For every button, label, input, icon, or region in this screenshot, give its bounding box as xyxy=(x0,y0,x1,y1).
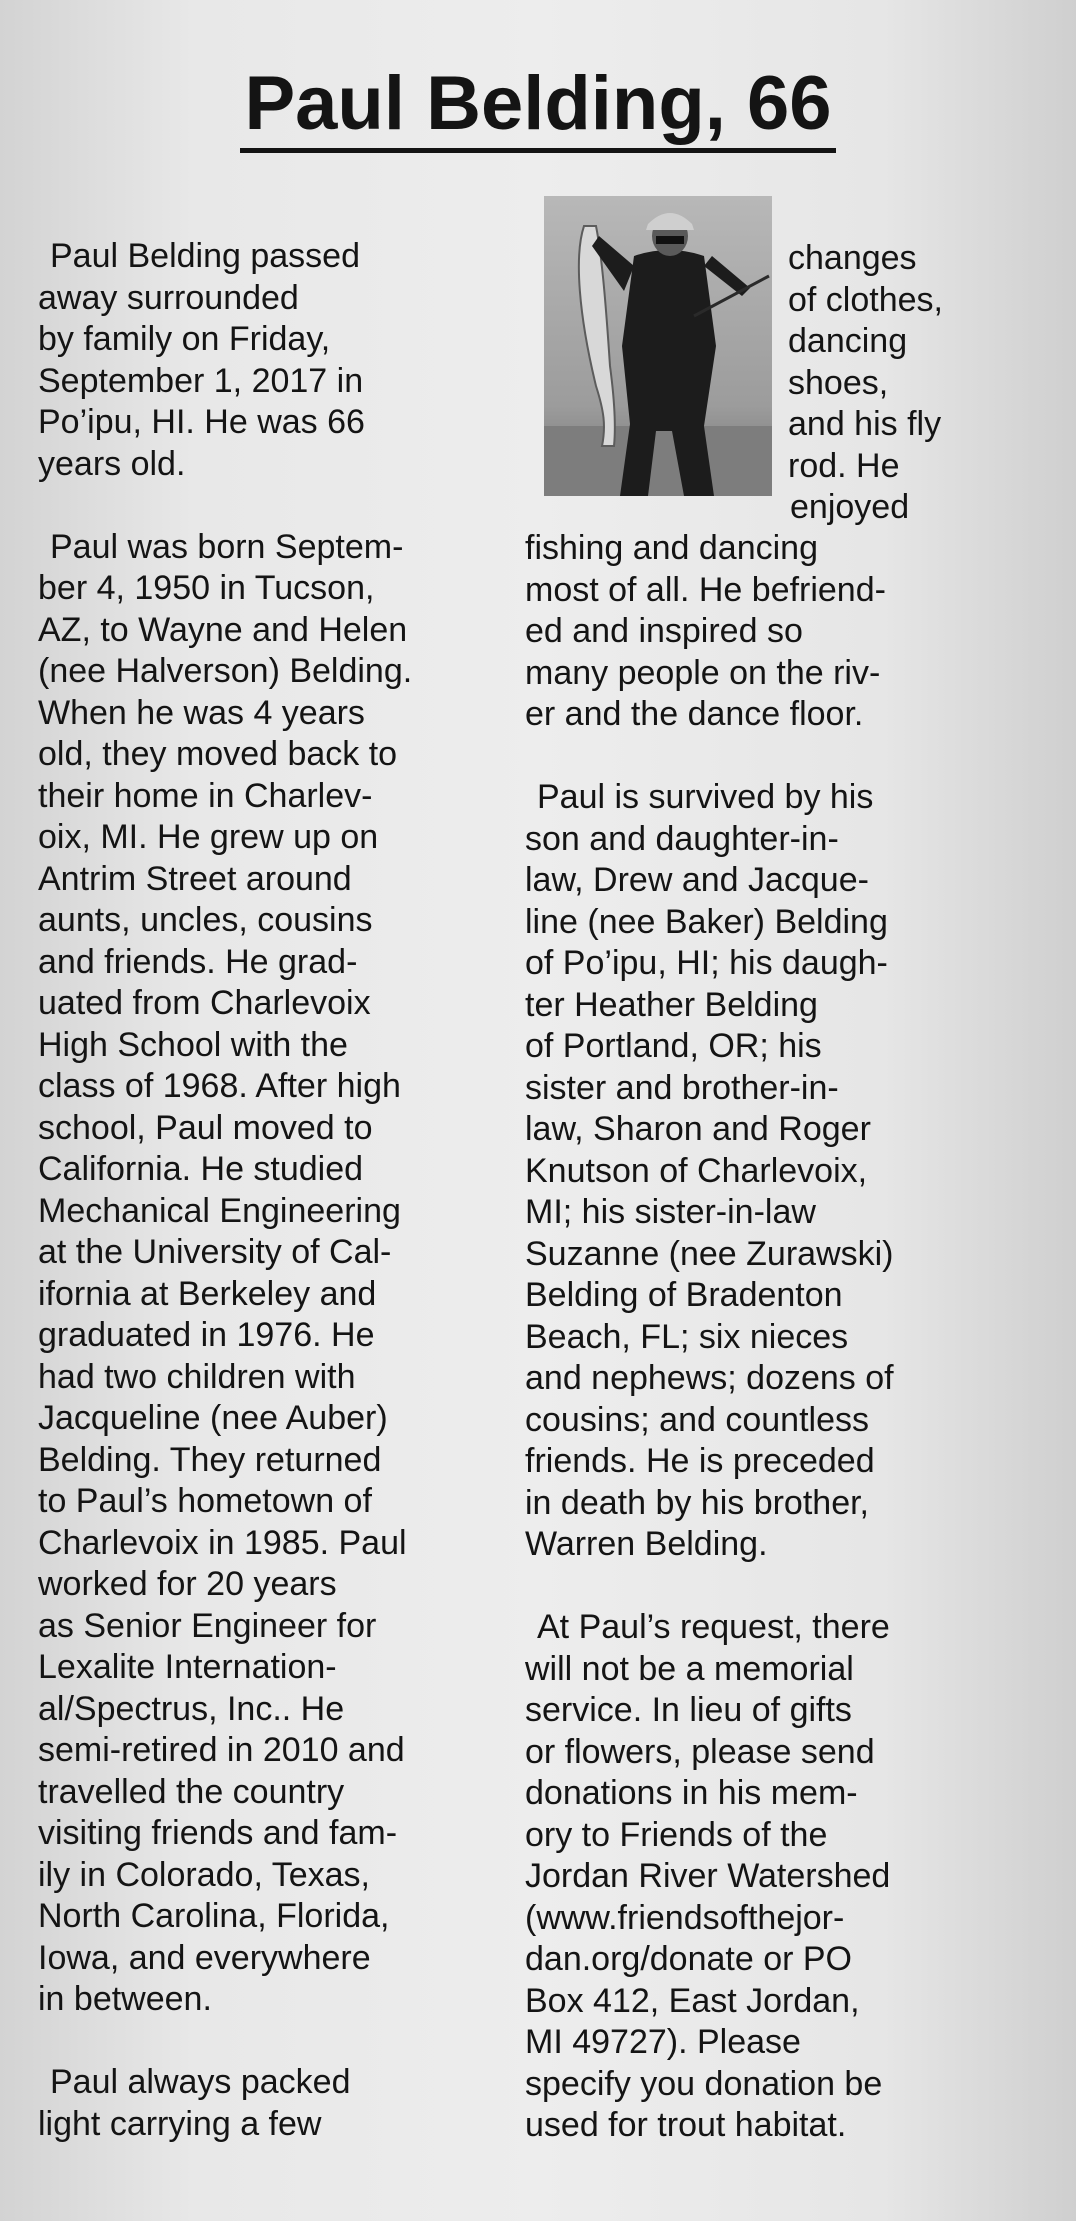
text-line: Charlevoix in 1985. Paul xyxy=(38,1523,407,1562)
text-line: Jacqueline (nee Auber) xyxy=(38,1399,388,1437)
text-line: uated from Charlevoix xyxy=(38,984,371,1022)
text-line: Paul Belding passed xyxy=(50,237,361,275)
text-line: their home in Charlev- xyxy=(38,776,373,815)
text-line: most of all. He befriend- xyxy=(525,570,886,609)
text-line: Lexalite Internation- xyxy=(38,1648,337,1686)
text-line: MI; his sister-in-law xyxy=(525,1193,816,1231)
text-line: son and daughter-in- xyxy=(525,819,839,858)
text-line: fishing and dancing xyxy=(525,529,819,567)
text-line: Belding. They returned xyxy=(38,1440,382,1479)
text-line: cousins; and countless xyxy=(525,1400,869,1439)
fisherman-photo-icon xyxy=(544,196,772,496)
text-line: rod. He xyxy=(788,446,900,485)
text-line: of Po’ipu, HI; his daugh- xyxy=(525,944,888,982)
text-line: line (nee Baker) Belding xyxy=(525,902,888,941)
text-line: old, they moved back to xyxy=(38,735,398,773)
text-line: Mechanical Engineering xyxy=(38,1191,401,1230)
text-line: class of 1968. After high xyxy=(38,1067,401,1105)
text-line: Jordan River Watershed xyxy=(525,1857,891,1895)
text-line: Belding of Bradenton xyxy=(525,1276,843,1314)
paragraph-biography xyxy=(38,527,498,2021)
photo-wrap-text xyxy=(788,238,943,529)
text-line: in between. xyxy=(38,1980,212,2018)
text-line: at the University of Cal- xyxy=(38,1233,392,1271)
text-line: shoes, xyxy=(788,363,889,402)
text-line: specify you donation be xyxy=(525,2064,883,2103)
text-line: semi-retired in 2010 and xyxy=(38,1731,405,1769)
paragraph-packed-light xyxy=(38,2062,498,2145)
text-line: aunts, uncles, cousins xyxy=(38,901,373,939)
text-line: or flowers, please send xyxy=(525,1732,875,1771)
paragraph-fishing-dancing xyxy=(525,528,995,736)
text-line: al/Spectrus, Inc.. He xyxy=(38,1689,345,1728)
text-line: service. In lieu of gifts xyxy=(525,1691,852,1729)
text-line: oix, MI. He grew up on xyxy=(38,818,379,856)
paragraph-passing xyxy=(38,236,498,485)
text-line: Iowa, and everywhere xyxy=(38,1938,371,1977)
text-line: travelled the country xyxy=(38,1772,345,1811)
text-line: to Paul’s hometown of xyxy=(38,1482,372,1520)
text-line: ily in Colorado, Texas, xyxy=(38,1855,370,1894)
text-line: will not be a memorial xyxy=(525,1649,854,1688)
text-line: ber 4, 1950 in Tucson, xyxy=(38,569,375,607)
text-line: law, Drew and Jacque- xyxy=(525,861,869,899)
text-line: donations in his mem- xyxy=(525,1774,858,1812)
text-line: Beach, FL; six nieces xyxy=(525,1317,849,1356)
text-line: school, Paul moved to xyxy=(38,1108,373,1147)
text-line: ifornia at Berkeley and xyxy=(38,1274,377,1313)
text-line: in death by his brother, xyxy=(525,1483,870,1522)
text-line: graduated in 1976. He xyxy=(38,1316,375,1354)
text-line: Paul was born Septem- xyxy=(50,527,404,566)
text-line: er and the dance floor. xyxy=(525,695,864,733)
text-line: MI 49727). Please xyxy=(525,2023,801,2061)
text-line: Paul always packed xyxy=(50,2063,351,2101)
photo-man-holding-fish xyxy=(544,196,772,496)
text-line: Warren Belding. xyxy=(525,1525,768,1563)
obituary-title xyxy=(0,62,1076,153)
text-line: Box 412, East Jordan, xyxy=(525,1981,860,2020)
text-line: and nephews; dozens of xyxy=(525,1359,894,1397)
text-line: of clothes, xyxy=(788,280,943,319)
text-line: North Carolina, Florida, xyxy=(38,1897,390,1935)
text-line: and his fly xyxy=(788,405,942,443)
text-line: enjoyed xyxy=(790,488,910,526)
text-line: ory to Friends of the xyxy=(525,1815,828,1854)
text-line: light carrying a few xyxy=(38,2104,322,2143)
paragraph-memorial-request xyxy=(525,1607,995,2147)
paragraph-survived-by xyxy=(525,777,995,1566)
text-line: September 1, 2017 in xyxy=(38,361,364,400)
title-text: Paul Belding, 66 xyxy=(240,62,835,153)
text-line: dan.org/donate or PO xyxy=(525,1940,853,1978)
text-line: Paul is survived by his xyxy=(537,778,874,816)
text-line: California. He studied xyxy=(38,1150,364,1188)
text-line: sister and brother-in- xyxy=(525,1068,839,1107)
text-line: AZ, to Wayne and Helen xyxy=(38,610,408,649)
text-line: and friends. He grad- xyxy=(38,942,358,981)
text-line: visiting friends and fam- xyxy=(38,1814,398,1852)
text-line: dancing xyxy=(788,322,908,360)
text-line: changes xyxy=(788,239,917,277)
text-line: ed and inspired so xyxy=(525,612,803,650)
text-line: worked for 20 years xyxy=(38,1565,337,1603)
left-column xyxy=(38,236,498,2145)
text-line: At Paul’s request, there xyxy=(537,1608,890,1646)
text-line: of Portland, OR; his xyxy=(525,1027,822,1065)
text-line: (nee Halverson) Belding. xyxy=(38,652,413,690)
text-line: ter Heather Belding xyxy=(525,985,818,1024)
text-line: When he was 4 years xyxy=(38,693,365,732)
text-line: Antrim Street around xyxy=(38,859,352,898)
right-column xyxy=(525,528,995,2147)
text-line: by family on Friday, xyxy=(38,320,331,358)
text-line: Suzanne (nee Zurawski) xyxy=(525,1234,894,1273)
text-line: as Senior Engineer for xyxy=(38,1606,377,1645)
text-line: away surrounded xyxy=(38,278,299,317)
text-line: years old. xyxy=(38,444,186,483)
text-line: Po’ipu, HI. He was 66 xyxy=(38,403,365,441)
text-line: law, Sharon and Roger xyxy=(525,1110,871,1148)
text-line: had two children with xyxy=(38,1357,356,1396)
text-line: (www.friendsofthejor- xyxy=(525,1898,845,1937)
text-line: friends. He is preceded xyxy=(525,1442,875,1480)
text-line: High School with the xyxy=(38,1025,348,1064)
text-line: Knutson of Charlevoix, xyxy=(525,1151,868,1190)
text-line: used for trout habitat. xyxy=(525,2106,847,2144)
text-line: many people on the riv- xyxy=(525,653,881,692)
